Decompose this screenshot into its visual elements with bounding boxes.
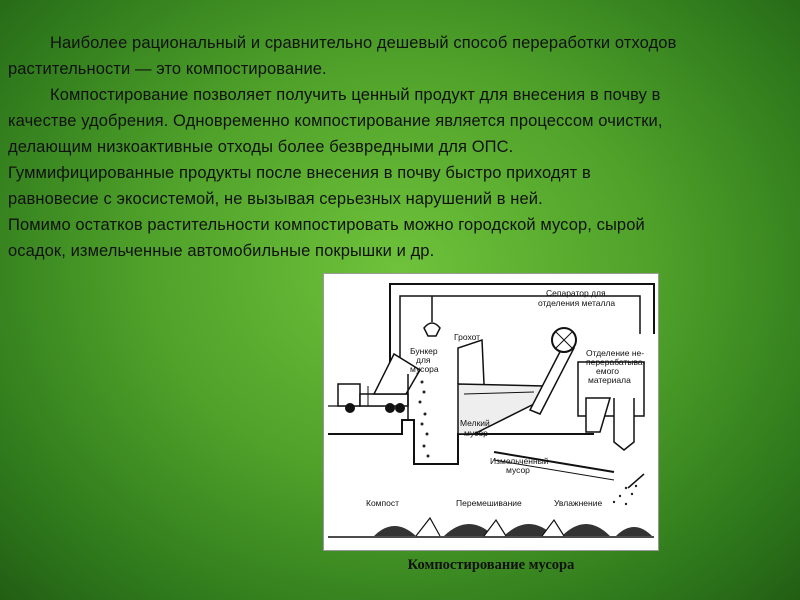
composting-diagram — [324, 274, 658, 550]
label-bunker-1: Бункер — [410, 346, 438, 356]
text-line: растительности — это компостирование. — [8, 60, 327, 78]
label-melkiy-1: Мелкий — [460, 418, 490, 428]
text-line: Компостирование позволяет получить ценный продукт для внесения в почву в — [50, 86, 661, 104]
label-grokhot: Грохот — [454, 332, 481, 342]
grab-hook-icon — [424, 296, 440, 336]
label-otdelenie-4: материала — [588, 375, 631, 385]
label-separator-1: Сепаратор для — [546, 288, 606, 298]
label-separator-2: отделения металла — [538, 298, 616, 308]
label-otdelenie-1: Отделение не- — [586, 348, 645, 358]
label-bunker-3: мусора — [410, 364, 439, 374]
text-line: Гуммифицированные продукты после внесения в почву быстро приходят в — [8, 164, 591, 182]
shredder — [614, 398, 634, 450]
text-line: делающим низкоактивные отходы более безвредными для ОПС. — [8, 138, 514, 156]
conveyor-belt — [530, 328, 576, 414]
spray-dots — [613, 485, 637, 505]
text-line: осадок, измельченные автомобильные покрышки и др. — [8, 242, 435, 260]
slide-body-text — [8, 30, 798, 264]
text-line: качестве удобрения. Одновременно компостирование является процессом очистки, — [8, 112, 663, 130]
label-otdelenie-3: емого — [596, 366, 619, 376]
text-line: равновесие с экосистемой, не вызывая серьезных нарушений в ней. — [8, 190, 543, 208]
label-peremesh: Перемешивание — [456, 498, 522, 508]
label-uvlazh: Увлажнение — [554, 498, 603, 508]
figure-caption: Компостирование мусора — [407, 557, 575, 573]
diagram-svg — [324, 274, 658, 550]
label-otdelenie-2: перерабатыва- — [586, 357, 646, 367]
compost-piles — [374, 524, 652, 536]
text-line: Помимо остатков растительности компостировать можно городской мусор, сырой — [8, 216, 645, 234]
label-kompost: Компост — [366, 498, 399, 508]
falling-trash — [419, 381, 430, 458]
label-izmelch-2: мусор — [506, 465, 530, 475]
label-bunker-2: для — [416, 355, 431, 365]
text-line: Наиболее рациональный и сравнительно дешевый способ переработки отходов — [50, 34, 677, 52]
label-izmelch-1: Измельченный — [490, 456, 549, 466]
label-melkiy-2: мусор — [464, 428, 488, 438]
